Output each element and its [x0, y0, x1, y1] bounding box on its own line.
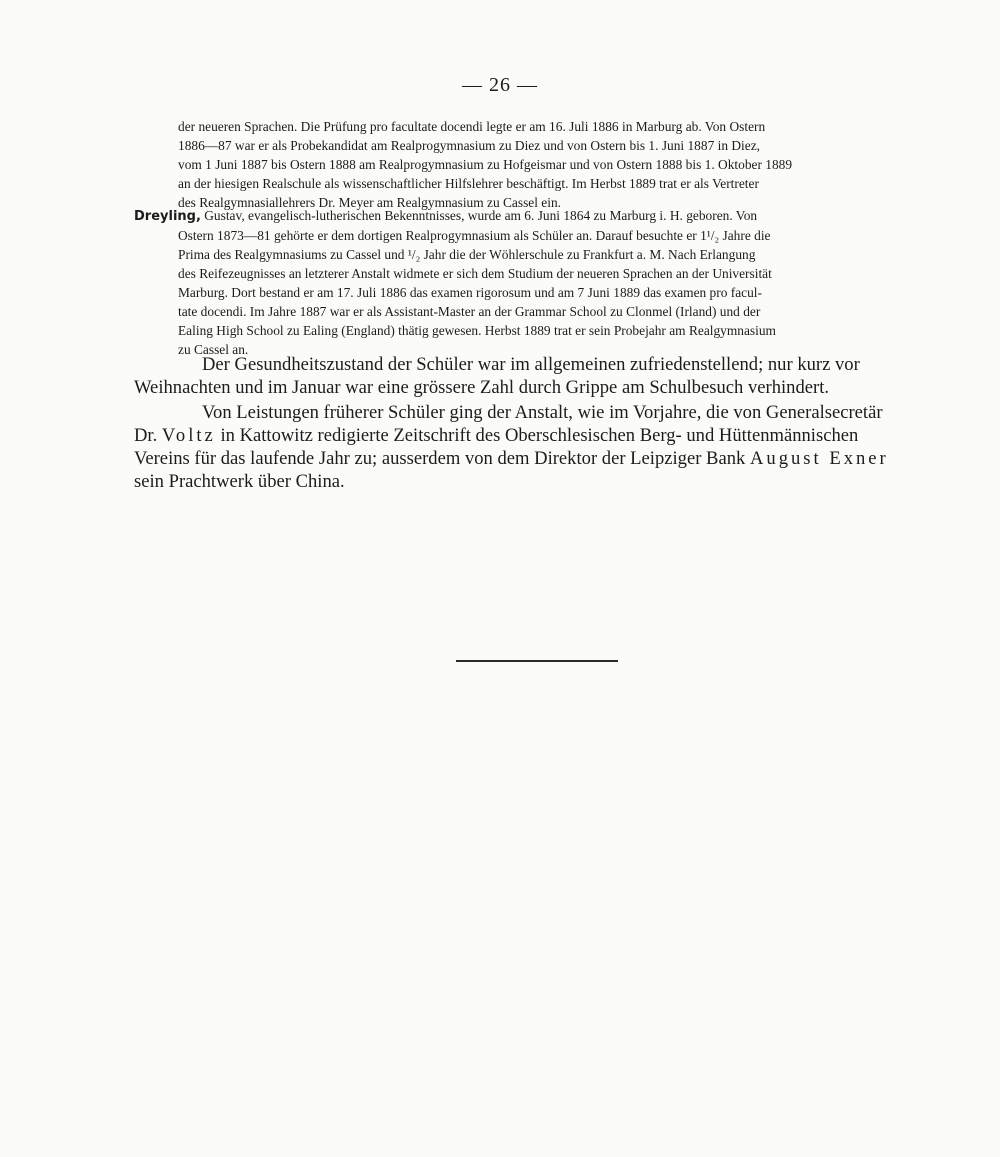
gifts-paragraph [134, 401, 924, 493]
text-line: Marburg. Dort bestand er am 17. Juli 1886 das examen rigorosum und am 7 Juni 1889 das examen pro facul- [178, 285, 762, 300]
text-line: an der hiesigen Realschule als wissenschaftlicher Hilfslehrer beschäftigt. Im Herbst 1889 trat er als Vertreter [178, 176, 759, 191]
text-line: Der Gesundheitszustand der Schüler war im allgemeinen zufriedenstellend; nur kurz vor [202, 354, 860, 375]
text-line: Von Leistungen früherer Schüler ging der Anstalt, wie im Vorjahre, die von Generalsecretär [202, 402, 883, 423]
text-fragment: in Kattowitz redigierte Zeitschrift des Oberschlesischen Berg- und Hüttenmännischen [215, 425, 859, 446]
text-line: vom 1 Juni 1887 bis Ostern 1888 am Realprogymnasium zu Hofgeismar und von Ostern 1888 bis 1. Oktober 1889 [178, 157, 793, 172]
person-name: August Exner [749, 448, 889, 469]
text-line: Prima des Realgymnasiums zu Cassel und ¹/₂ Jahr die der Wöhlerschule zu Frankfurt a. M. Nach Erlangung [178, 247, 756, 262]
text-line: Ostern 1873—81 gehörte er dem dortigen Realprogymnasium als Schüler an. Darauf besuchte er 1¹/₂ Jahre die [178, 228, 771, 243]
text-line: zu Cassel an. [178, 342, 249, 357]
text-line: tate docendi. Im Jahre 1887 war er als Assistant-Master an der Grammar School zu Clonmel (Irland) und der [178, 304, 761, 319]
text-fragment: Vereins für das laufende Jahr zu; ausserdem von dem Direktor der Leipziger Bank [134, 448, 750, 469]
entry-first-line [134, 206, 924, 226]
text-fragment: Dr. [134, 425, 162, 446]
health-paragraph [134, 353, 924, 399]
section-divider [456, 660, 618, 662]
entry-name: Dreyling, [134, 209, 201, 224]
entry-body [134, 226, 924, 359]
text-line: Weihnachten und im Januar war eine grössere Zahl durch Grippe am Schulbesuch verhindert. [134, 377, 830, 398]
biography-continuation [178, 117, 924, 212]
person-name: Voltz [161, 425, 216, 446]
text-line: sein Prachtwerk über China. [134, 471, 345, 492]
text-line: 1886—87 war er als Probekandidat am Realprogymnasium zu Diez und von Ostern bis 1. Juni 1887 in Diez, [178, 138, 761, 153]
biography-dreyling [134, 206, 924, 359]
text-line [134, 447, 924, 470]
text-line: des Reifezeugnisses an letzterer Anstalt widmete er sich dem Studium der neueren Sprachen an der Universität [178, 266, 772, 281]
text-fragment: Gustav, evangelisch-lutherischen Bekenntnisses, wurde am 6. Juni 1864 zu Marburg i. H. geboren. Von [200, 208, 758, 223]
text-line [134, 424, 924, 447]
text-line: Ealing High School zu Ealing (England) thätig gewesen. Herbst 1889 trat er sein Probejahr am Realgymnasium [178, 323, 776, 338]
text-line: der neueren Sprachen. Die Prüfung pro facultate docendi legte er am 16. Juli 1886 in Marburg ab. Von Ostern [178, 119, 766, 134]
text-line: des Realgymnasiallehrers Dr. Meyer am Realgymnasium zu Cassel ein. [178, 195, 562, 210]
page-number: — 26 — [462, 74, 538, 96]
